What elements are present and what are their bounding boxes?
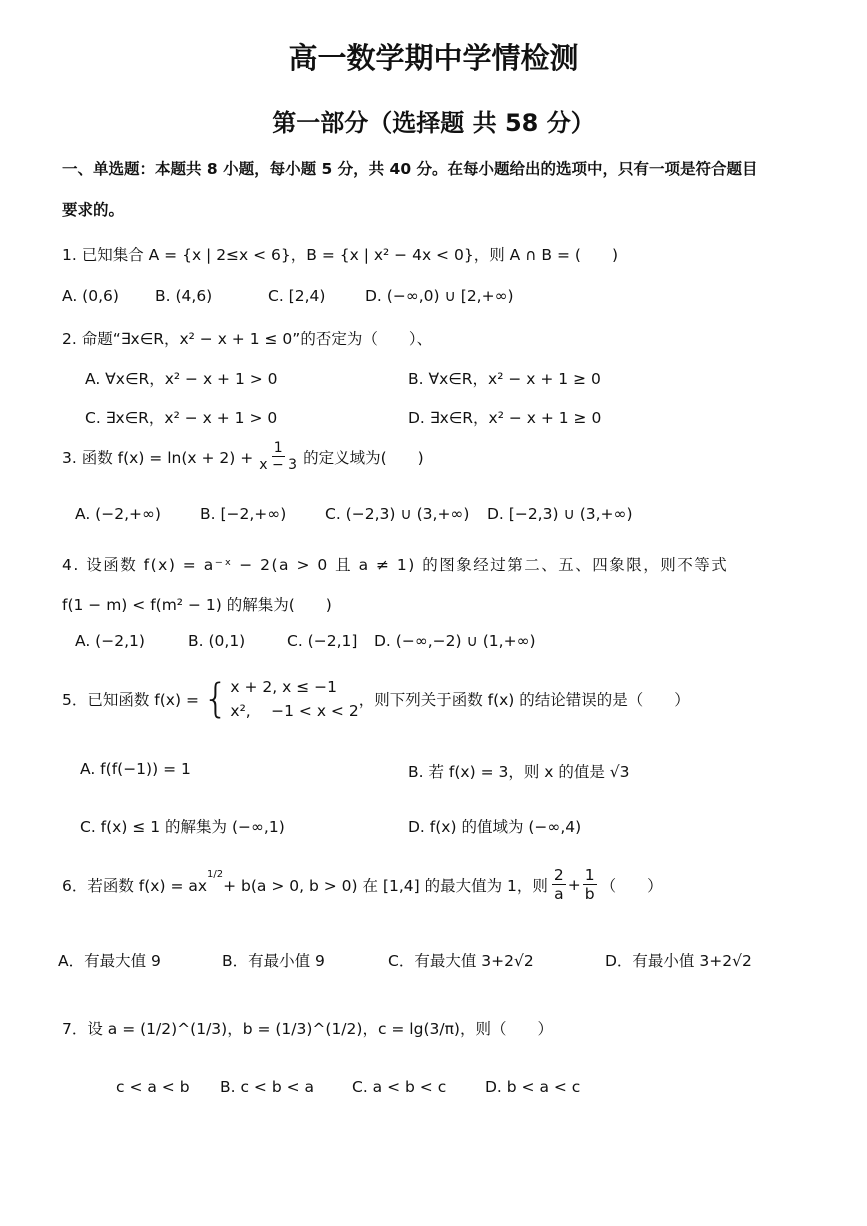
q5-brace: { <box>202 676 229 722</box>
instructions-line-1: 一、单选题：本题共 8 小题，每小题 5 分，共 40 分。在每小题给出的选项中，只有一项是符合题目 <box>62 160 758 178</box>
q2-option-b: B. ∀x∈R，x² − x + 1 ≥ 0 <box>408 370 601 388</box>
q4-option-d: D. (−∞,−2) ∪ (1,+∞) <box>374 632 536 650</box>
q4-option-c: C. (−2,1] <box>287 632 358 650</box>
q6-stem-before: 6．若函数 f(x) = ax <box>62 876 208 895</box>
q7-option-b: B. c < b < a <box>220 1078 315 1096</box>
q2-option-d: D. ∃x∈R，x² − x + 1 ≥ 0 <box>408 409 602 427</box>
instructions-line-2: 要求的。 <box>62 201 125 219</box>
q6-frac1-den: a <box>554 885 564 903</box>
q3-fraction <box>257 440 299 473</box>
q2-option-a: A. ∀x∈R，x² − x + 1 > 0 <box>85 370 278 388</box>
q3-frac-num: 1 <box>273 440 283 456</box>
q7-option-d: D. b < a < c <box>485 1078 581 1096</box>
q3-option-a: A. (−2,+∞) <box>75 505 161 523</box>
q6-exponent: 1/2 <box>207 869 224 880</box>
q6-option-b: B．有最小值 9 <box>222 952 325 970</box>
page-title: 高一数学期中学情检测 <box>288 41 579 75</box>
q5-piecewise <box>230 675 358 723</box>
q3-frac-den: x − 3 <box>259 457 298 473</box>
q7-option-a: c < a < b <box>116 1078 190 1096</box>
q6-stem-mid: + b(a > 0, b > 0) 在 [1,4] 的最大值为 1，则 <box>223 876 548 895</box>
q6-frac2-den: b <box>584 885 595 903</box>
q3-option-d: D. [−2,3) ∪ (3,+∞) <box>487 505 633 523</box>
question-7-stem: 7．设 a = (1/2)^(1/3)，b = (1/3)^(1/2)，c = lg(3/π)，则（ ） <box>62 1020 553 1038</box>
q3-option-c: C. (−2,3) ∪ (3,+∞) <box>325 505 470 523</box>
q3-stem-before: 3. 函数 f(x) = ln(x + 2) + <box>62 448 254 467</box>
q5-option-d: D. f(x) 的值域为 (−∞,4) <box>408 818 582 836</box>
q6-stem-after: （ ） <box>600 876 663 895</box>
q3-option-b: B. [−2,+∞) <box>200 505 287 523</box>
question-4-stem-line-2: f(1 − m) < f(m² − 1) 的解集为( ) <box>62 596 332 614</box>
q5-stem-before: 5．已知函数 f(x) = <box>62 691 199 709</box>
q1-option-b: B. (4,6) <box>155 287 213 305</box>
q5-option-b: B. 若 f(x) = 3，则 x 的值是 √3 <box>408 763 630 781</box>
q6-plus: + <box>567 875 581 894</box>
q2-option-c: C. ∃x∈R，x² − x + 1 > 0 <box>85 409 278 427</box>
q1-option-c: C. [2,4) <box>268 287 326 305</box>
q6-option-d: D．有最小值 3+2√2 <box>605 952 752 970</box>
section-heading: 第一部分（选择题 共 58 分） <box>272 109 595 137</box>
q1-option-d: D. (−∞,0) ∪ [2,+∞) <box>365 287 514 305</box>
q1-option-a: A. (0,6) <box>62 287 119 305</box>
q6-fraction-1 <box>552 866 566 903</box>
q3-stem-after: 的定义域为( ) <box>303 448 424 467</box>
question-6-stem <box>62 866 663 903</box>
question-5-stem <box>62 675 690 723</box>
q6-fraction-2 <box>583 866 597 903</box>
question-2-stem: 2. 命题“∃x∈R，x² − x + 1 ≤ 0”的否定为（ ）、 <box>62 330 433 348</box>
question-4-stem-line-1: 4. 设函数 f(x) = a⁻ˣ − 2(a > 0 且 a ≠ 1) 的图象经过第二、五、四象限，则不等式 <box>62 556 729 574</box>
question-3-stem <box>62 440 424 473</box>
q7-option-c: C. a < b < c <box>352 1078 447 1096</box>
q4-option-b: B. (0,1) <box>188 632 246 650</box>
question-1-stem: 1. 已知集合 A = {x | 2≤x < 6}，B = {x | x² − 4x < 0}，则 A ∩ B = ( ) <box>62 246 618 264</box>
q6-frac2-num: 1 <box>584 866 595 884</box>
q5-case-1: x + 2, x ≤ −1 <box>230 678 337 696</box>
q6-option-a: A．有最大值 9 <box>58 952 161 970</box>
q6-option-c: C．有最大值 3+2√2 <box>388 952 534 970</box>
q5-option-a: A. f(f(−1)) = 1 <box>80 760 191 778</box>
q5-case-2: x², −1 < x < 2 <box>230 702 359 720</box>
q5-option-c: C. f(x) ≤ 1 的解集为 (−∞,1) <box>80 818 285 836</box>
q4-option-a: A. (−2,1) <box>75 632 145 650</box>
q5-stem-after: ，则下列关于函数 f(x) 的结论错误的是（ ） <box>358 691 690 709</box>
q6-frac1-num: 2 <box>553 866 564 884</box>
